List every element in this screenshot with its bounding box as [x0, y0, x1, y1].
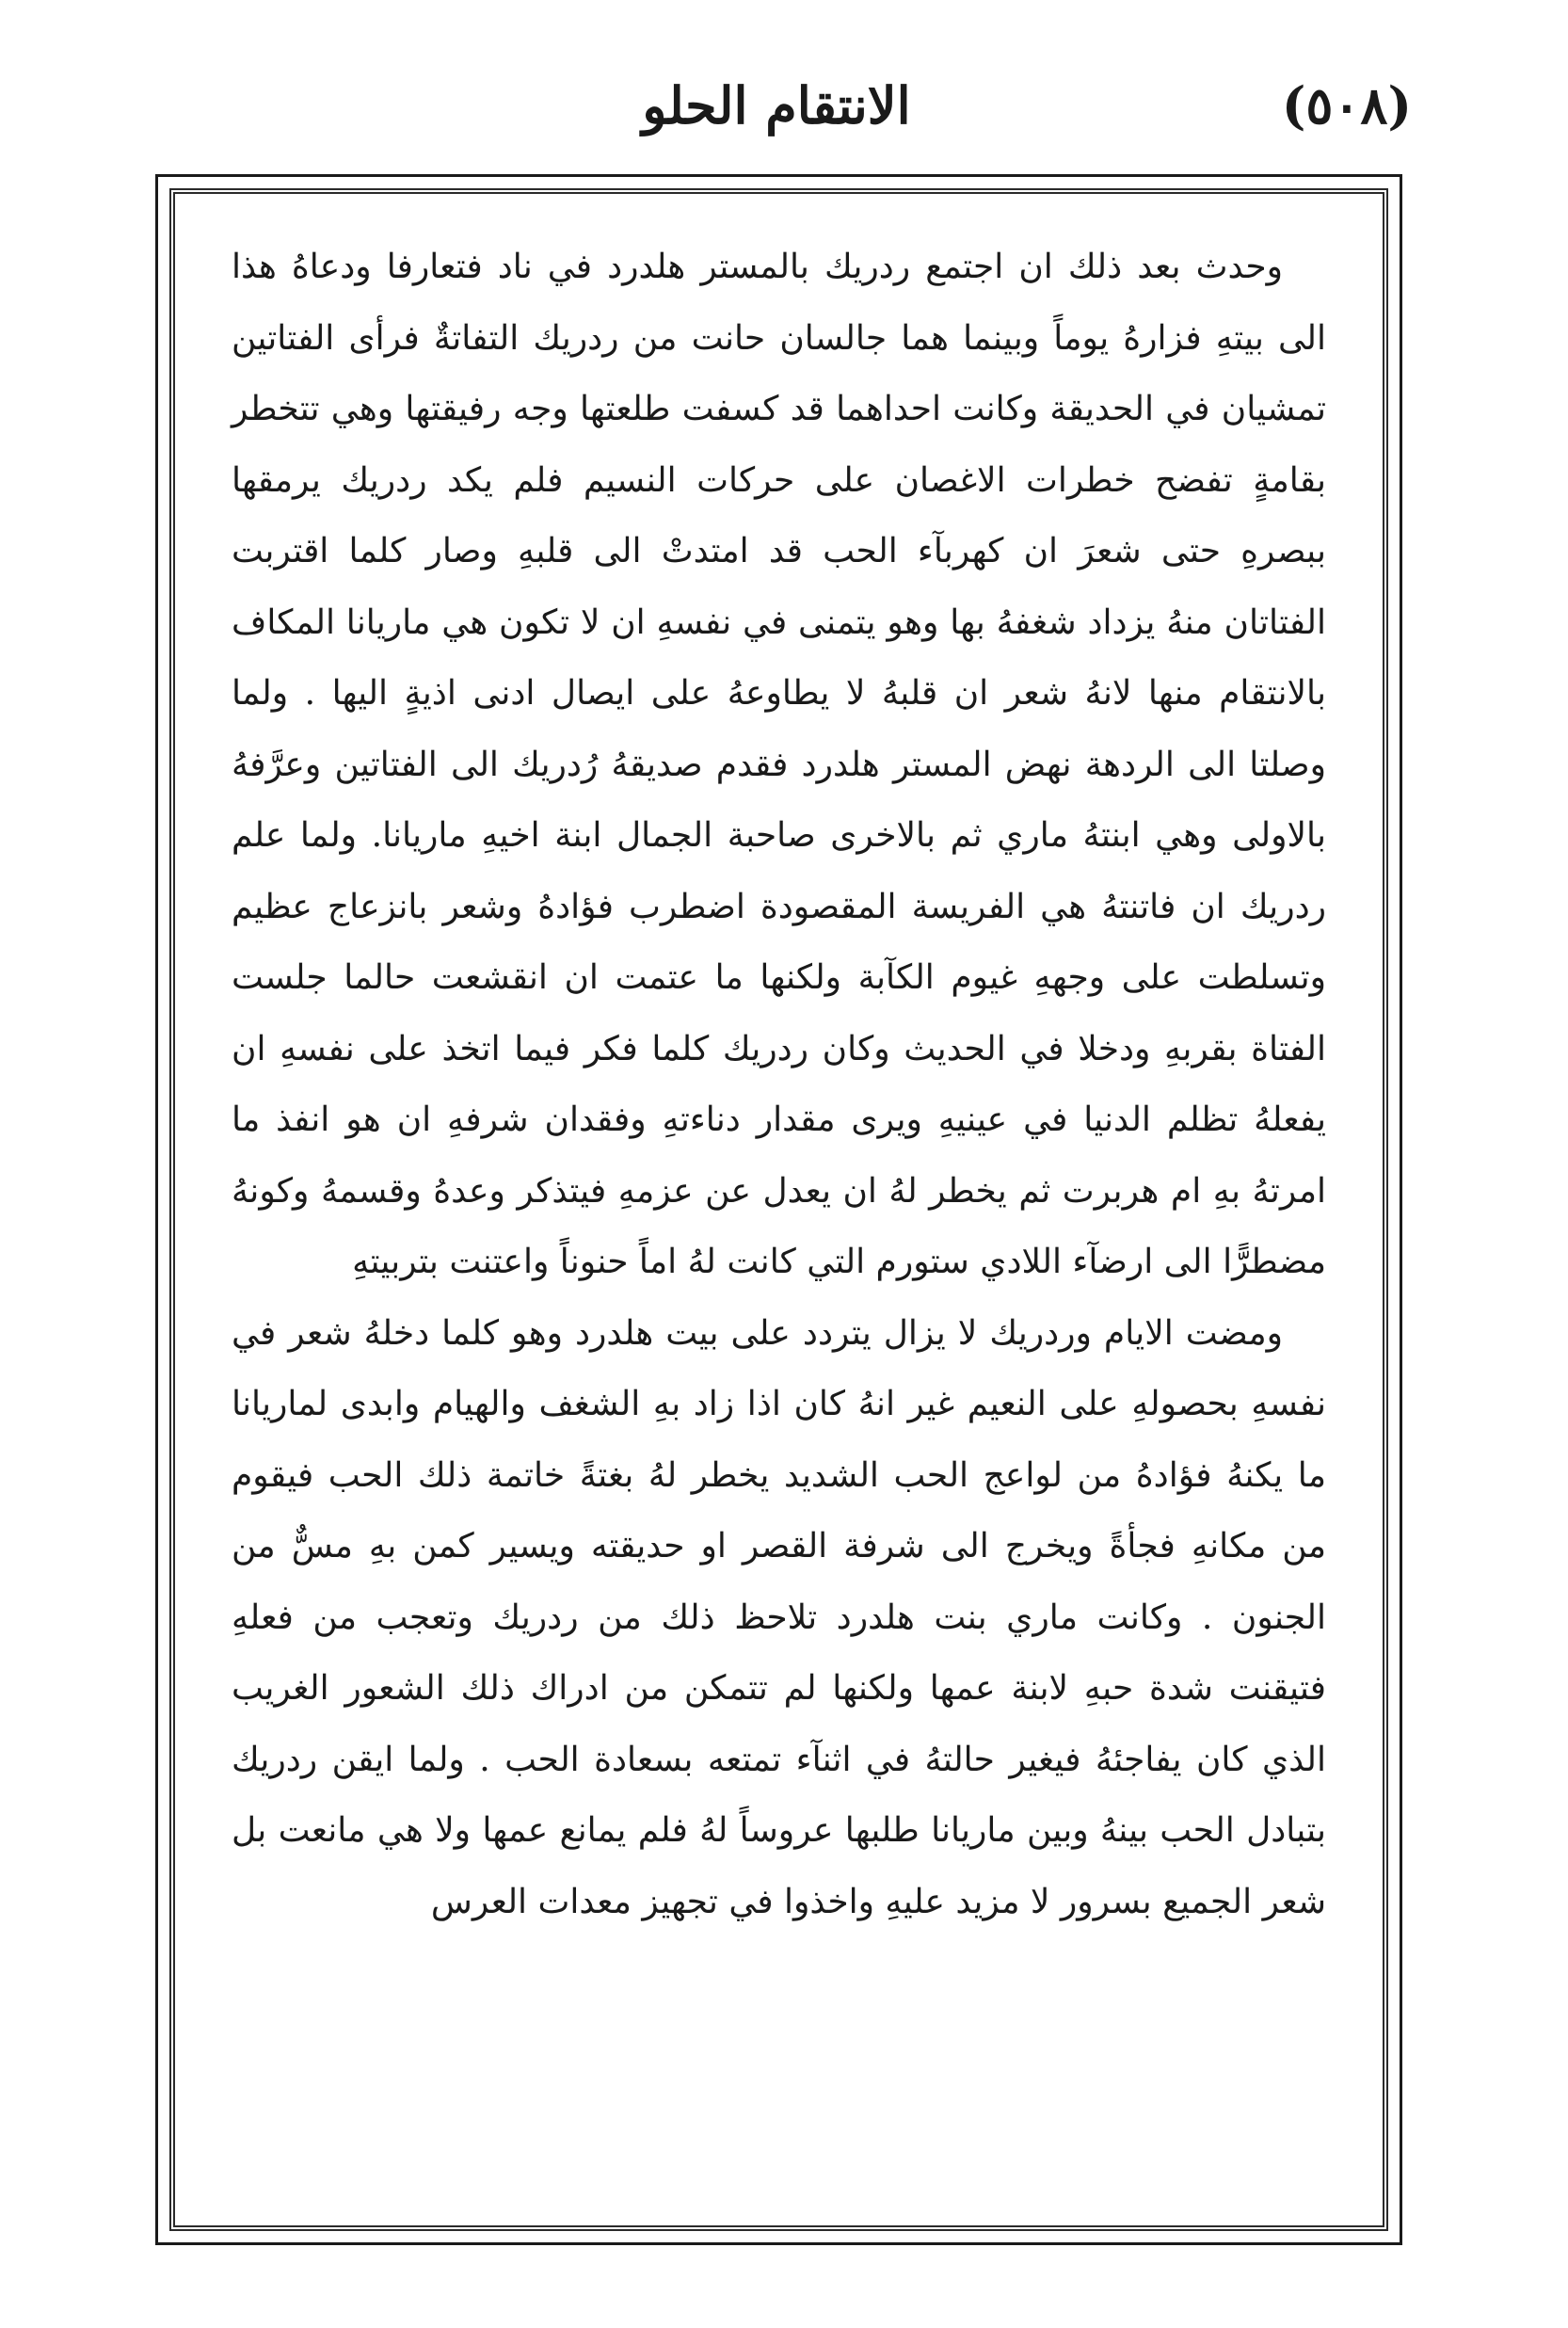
paragraph: وحدث بعد ذلك ان اجتمع ردريك بالمستر هلدرد في ناد فتعارفا ودعاهُ هذا الى بيتهِ فزارهُ يوماً وبينما هما جالسان حانت من ردريك التفاتةٌ فرأى الفتاتين تمشيان في الحديقة وكانت احداهما قد كسفت طلعتها وجه رفيقتها وهي تتخطر بقامةٍ تفضح خطرات الاغصان على حركات النسيم فلم يكد ردريك يرمقها ببصرهِ حتى شعرَ ان كهربآء الحب قد امتدتْ الى قلبهِ وصار كلما اقتربت الفتاتان منهُ يزداد شغفهُ بها وهو يتمنى في نفسهِ ان لا تكون هي ماريانا المكاف بالانتقام منها لانهُ شعر ان قلبهُ لا يطاوعهُ على ايصال ادنى اذيةٍ اليها . ولما وصلتا الى الردهة نهض المستر هلدرد فقدم صديقهُ رُدريك الى الفتاتين وعرَّفهُ بالاولى وهي ابنتهُ ماري ثم بالاخرى صاحبة الجمال ابنة اخيهِ ماريانا. ولما علم ردريك ان فاتنتهُ هي الفريسة المقصودة اضطرب فؤادهُ وشعر بانزعاج عظيم وتسلطت على وجههِ غيوم الكآبة ولكنها ما عتمت ان انقشعت حالما جلست الفتاة بقربهِ ودخلا في الحديث وكان ردريك كلما فكر فيما اتخذ على نفسهِ ان يفعلهُ تظلم الدنيا في عينيهِ ويرى مقدار دناءتهِ وفقدان شرفهِ ان هو انفذ ما امرتهُ بهِ ام هربرت ثم يخطر لهُ ان يعدل عن عزمهِ فيتذكر وعدهُ وقسمهُ وكونهُ مضطرًّا الى ارضآء اللادي ستورم التي كانت لهُ اماً حنوناً واعتنت بتربيتهِ: [232, 248, 1326, 1281]
inner-border: [169, 188, 1388, 2231]
page-number: (٥٠٨): [1281, 75, 1412, 136]
page-header: [141, 66, 1412, 169]
page-border: [155, 174, 1402, 2245]
body-text: [232, 232, 1326, 2188]
running-title: الانتقام الحلو: [642, 75, 911, 136]
paragraph: ومضت الايام وردريك لا يزال يتردد على بيت هلدرد وهو كلما دخلهُ شعر في نفسهِ بحصولهِ على النعيم غير انهُ كان اذا زاد بهِ الشغف والهيام وابدى لماريانا ما يكنهُ فؤادهُ من لواعج الحب الشديد يخطر لهُ بغتةً خاتمة ذلك الحب فيقوم من مكانهِ فجأةً ويخرج الى شرفة القصر او حديقته ويسير كمن بهِ مسٌّ من الجنون . وكانت ماري بنت هلدرد تلاحظ ذلك من ردريك وتعجب من فعلهِ فتيقنت شدة حبهِ لابنة عمها ولكنها لم تتمكن من ادراك ذلك الشعور الغريب الذي كان يفاجئهُ فيغير حالتهُ في اثنآء تمتعه بسعادة الحب . ولما ايقن ردريك بتبادل الحب بينهُ وبين ماريانا طلبها عروساً لهُ فلم يمانع عمها ولا هي مانعت بل شعر الجميع بسرور لا مزيد عليهِ واخذوا في تجهيز معدات العرس: [232, 1313, 1326, 1921]
